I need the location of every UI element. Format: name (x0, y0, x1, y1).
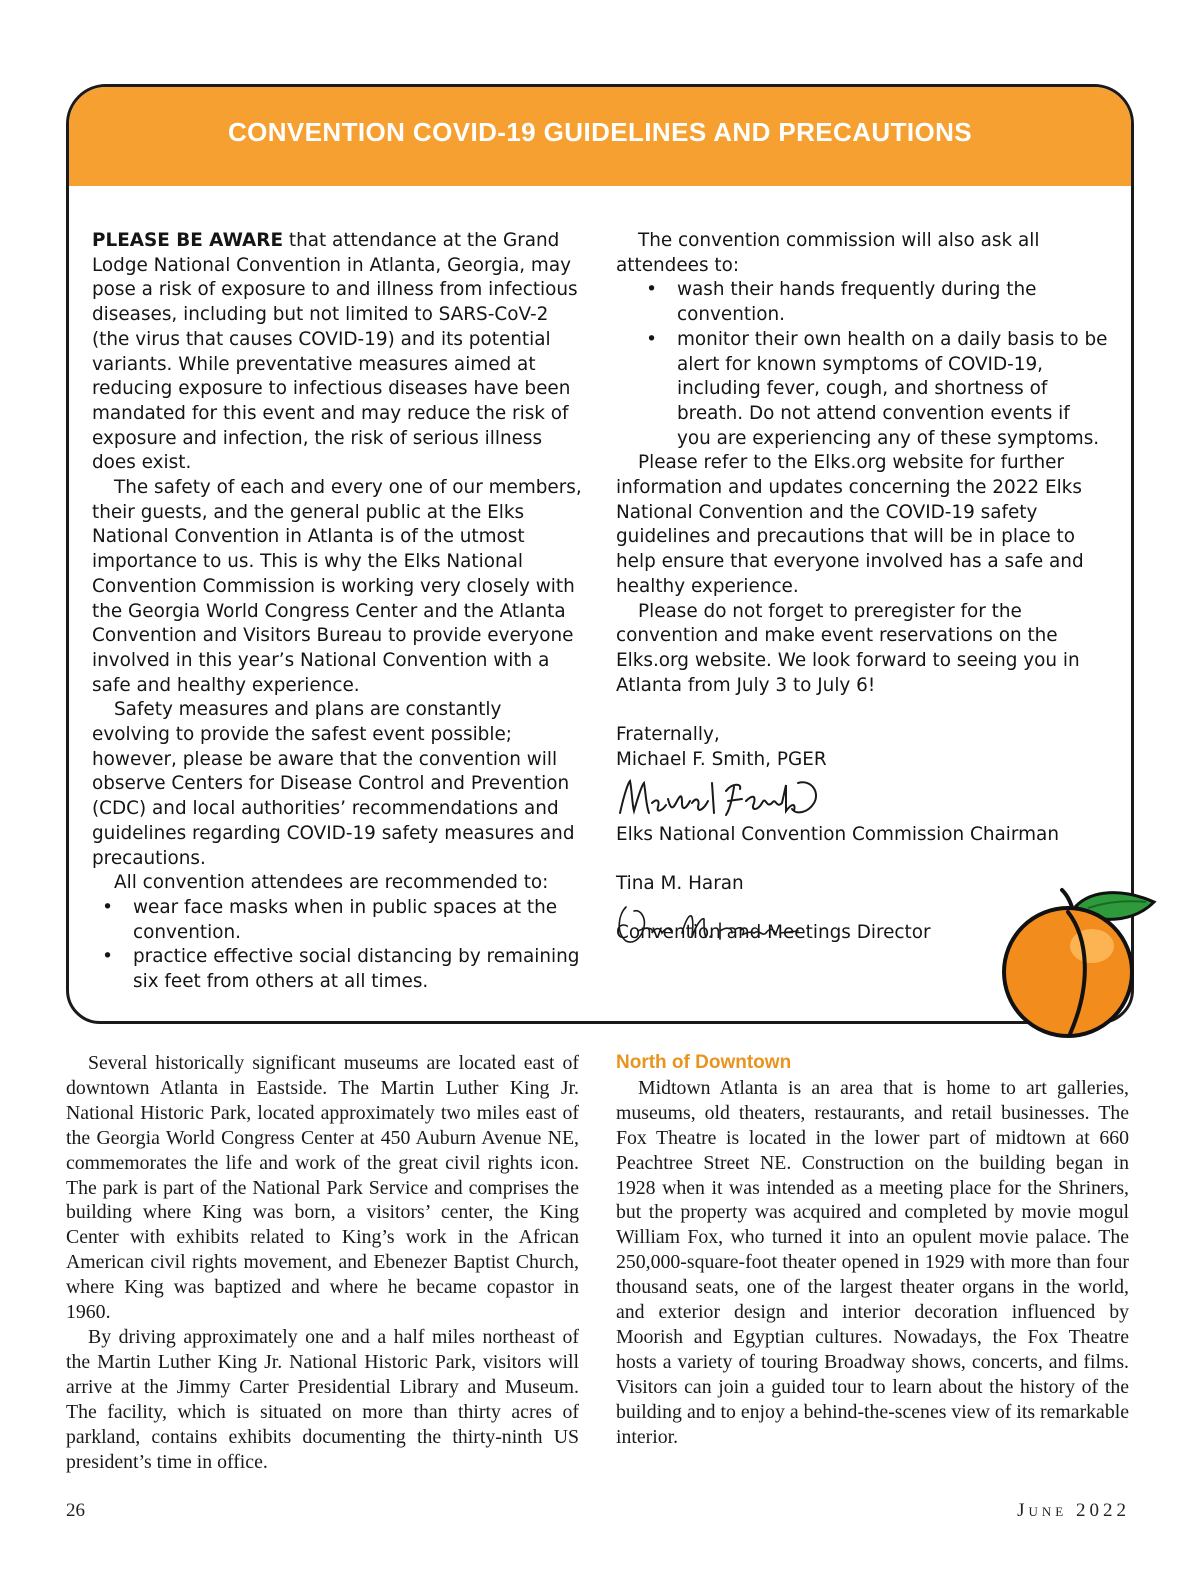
closing: Fraternally, (616, 724, 720, 746)
box-right-p2: Please refer to the Elks.org website for further information and updates concerning the 2022 Elks National Convention and the COVID-19 safety guidelines and precautions that will be in place to help ensure that everyone involved has a safe and healthy experience. (616, 452, 1084, 597)
article-left-column (66, 1051, 579, 1474)
signer1-name: Michael F. Smith, PGER (616, 749, 827, 771)
box-left-p1: PLEASE BE AWARE that attendance at the Grand Lodge National Convention in Atlanta, Georgia, may pose a risk of exposure to and illness from infectious diseases, including but not limited to SARS-CoV-2 (the virus that causes COVID-19) and its potential variants. While preventative measures aimed at reducing exposure to infectious diseases have been mandated for this event and may reduce the risk of exposure and infection, the risk of serious illness does exist. (92, 230, 578, 474)
article-right-p1: Midtown Atlanta is an area that is home to art galleries, museums, old theaters, restaurants, and retail businesses. The Fox Theatre is located in the lower part of midtown at 660 Peachtree Street NE. Construction on the building began in 1928 when it was intended as a meeting place for the Shriners, but the property was acquired and completed by movie mogul William Fox, who turned it into an opulent movie palace. The 250,000-square-foot theater opened in 1929 with more than four thousand seats, one of the largest theater organs in the world, and exterior design and interior decoration influenced by Moorish and Egyptian cultures. Nowadays, the Fox Theatre hosts a variety of touring Broadway shows, concerts, and films. Visitors can join a guided tour to learn about the history of the building and to enjoy a behind-the-scenes view of its remarkable interior. (616, 1076, 1129, 1448)
bullet-icon: • (102, 946, 113, 968)
list-item: • practice effective social distancing by remaining six feet from others at all times. (92, 945, 582, 994)
signer2-title: Convention and Meetings Director (616, 922, 931, 944)
signature-haran (616, 897, 816, 945)
signer1-title: Elks National Convention Commission Chairman (616, 823, 1059, 845)
box-left-p2: The safety of each and every one of our members, their guests, and the general public at the Elks National Convention in Atlanta is of the utmost importance to us. This is why the Elks National Convention Commission is working very closely with the Georgia World Congress Center and the Atlanta Convention and Visitors Bureau to provide everyone involved in this year’s National Convention with a safe and healthy experience. (92, 477, 582, 696)
list-item: • wash their hands frequently during the convention. (616, 278, 1108, 327)
box-header (69, 87, 1131, 186)
list-item: • wear face masks when in public spaces at the convention. (92, 896, 582, 945)
box-title: CONVENTION COVID-19 GUIDELINES AND PRECAUTIONS (227, 117, 973, 147)
signature-smith (616, 773, 1108, 823)
article-right-column (616, 1051, 1129, 1450)
bullet-icon: • (646, 279, 657, 301)
article-left-p2: By driving approximately one and a half miles northeast of the Martin Luther King Jr. National Historic Park, visitors will arrive at the Jimmy Carter Presidential Library and Museum. The facility, which is situated on more than thirty acres of parkland, contains exhibits documenting the thirty-ninth US president’s time in office. (66, 1325, 579, 1473)
bullet-icon: • (102, 896, 113, 918)
please-be-aware-lead: PLEASE BE AWARE (92, 230, 284, 251)
bullet-icon: • (646, 328, 657, 350)
covid-guidelines-box (66, 84, 1134, 1024)
issue-date: June 2022 (1017, 1500, 1130, 1521)
box-left-column (92, 229, 582, 995)
box-right-p1: The convention commission will also ask all attendees to: (616, 230, 1040, 276)
box-left-p3: Safety measures and plans are constantly evolving to provide the safest event possible; however, please be aware that the convention will observe Centers for Disease Control and Prevention (CDC) and local authorities’ recommendations and guidelines regarding COVID-19 safety measures and precautions. (92, 699, 575, 869)
box-right-p3: Please do not forget to preregister for the convention and make event reservations on the Elks.org website. We look forward to seeing you in Atlanta from July 3 to July 6! (616, 600, 1080, 696)
list-item: • monitor their own health on a daily basis to be alert for known symptoms of COVID-19, including fever, cough, and shortness of breath. Do not attend convention events if you are experiencing any of these symptoms. (616, 328, 1108, 452)
peach-icon (996, 884, 1158, 1047)
box-left-p4: All convention attendees are recommended to: (114, 872, 549, 894)
signer2-name: Tina M. Haran (616, 873, 744, 895)
article-left-p1: Several historically significant museums are located east of downtown Atlanta in Eastside. The Martin Luther King Jr. National Historic Park, located approximately two miles east of the Georgia World Congress Center at 450 Auburn Avenue NE, commemorates the life and work of the great civil rights icon. The park is part of the National Park Service and comprises the building where King was born, a visitors’ center, the King Center with exhibits related to King’s work in the African American civil rights movement, and Ebenezer Baptist Church, where King was baptized and where he became copastor in 1960. (66, 1052, 579, 1324)
page-number: 26 (66, 1500, 85, 1521)
box-right-column (616, 229, 1108, 946)
section-subhead: North of Downtown (616, 1052, 792, 1073)
